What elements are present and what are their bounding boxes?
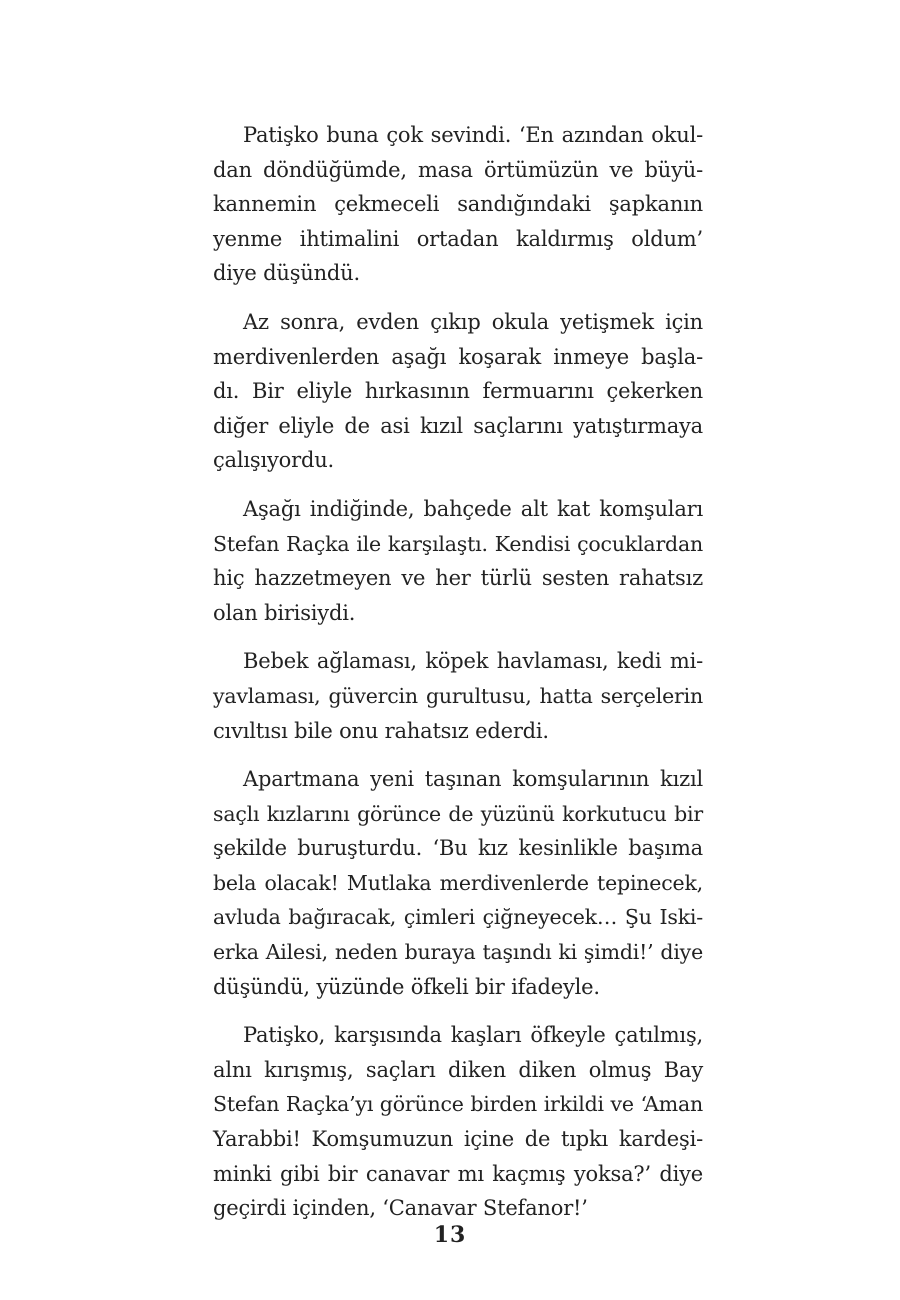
- paragraph-1: [213, 118, 703, 291]
- text-line: Aşağı indiğinde, bahçede alt kat komşuları: [243, 496, 703, 521]
- body-text: [213, 118, 703, 1240]
- text-line: minki gibi bir canavar mı kaçmış yoksa?’ diye: [213, 1161, 703, 1186]
- text-line: yavlaması, güvercin gurultusu, hatta serçelerin: [213, 683, 703, 708]
- text-line: düşündü, yüzünde öfkeli bir ifadeyle.: [213, 974, 600, 999]
- paragraph-3: [213, 492, 703, 630]
- text-line: Apartmana yeni taşınan komşularının kızıl: [243, 767, 703, 792]
- text-line: saçlı kızlarını görünce de yüzünü korkutucu bir: [213, 801, 703, 826]
- text-line: geçirdi içinden, ‘Canavar Stefanor!’: [213, 1196, 588, 1221]
- text-line: şekilde buruşturdu. ‘Bu kız kesinlikle başıma: [213, 836, 703, 861]
- text-line: cıvıltısı bile onu rahatsız ederdi.: [213, 718, 549, 743]
- text-line: yenme ihtimalini ortadan kaldırmış oldum’: [213, 226, 703, 251]
- text-line: Patişko buna çok sevindi. ‘En azından okul-: [243, 123, 703, 147]
- text-line: alnı kırışmış, saçları diken diken olmuş Bay: [213, 1057, 703, 1082]
- text-line: Stefan Raçka ile karşılaştı. Kendisi çocuklardan: [213, 531, 703, 556]
- text-line: kannemin çekmeceli sandığındaki şapkanın: [213, 192, 703, 217]
- text-line: hiç hazzetmeyen ve her türlü sesten rahatsız: [213, 566, 703, 591]
- text-line: çalışıyordu.: [213, 448, 334, 473]
- text-line: bela olacak! Mutlaka merdivenlerde tepinecek,: [213, 870, 703, 895]
- page-number: 13: [433, 1222, 467, 1248]
- text-line: diğer eliyle de asi kızıl saçlarını yatıştırmaya: [213, 413, 703, 438]
- text-line: dı. Bir eliyle hırkasının fermuarını çekerken: [213, 379, 703, 404]
- paragraph-5: [213, 762, 703, 1004]
- text-line: avluda bağıracak, çimleri çiğneyecek… Şu Iski-: [213, 905, 703, 930]
- paragraph-6: [213, 1018, 703, 1226]
- text-line: Stefan Raçka’yı görünce birden irkildi ve ‘Aman: [213, 1092, 703, 1117]
- text-line: Az sonra, evden çıkıp okula yetişmek için: [243, 309, 703, 334]
- text-line: dan döndüğümde, masa örtümüzün ve büyü-: [213, 157, 703, 182]
- text-line: Patişko, karşısında kaşları öfkeyle çatılmış,: [243, 1023, 703, 1048]
- text-line: erka Ailesi, neden buraya taşındı ki şimdi!’ diye: [213, 940, 703, 965]
- paragraph-4: [213, 644, 703, 748]
- text-line: Yarabbi! Komşumuzun içine de tıpkı kardeşi-: [213, 1127, 703, 1152]
- text-line: diye düşündü.: [213, 261, 360, 286]
- text-line: olan birisiydi.: [213, 600, 356, 625]
- text-line: merdivenlerden aşağı koşarak inmeye başla-: [213, 344, 703, 369]
- paragraph-2: [213, 305, 703, 478]
- text-line: Bebek ağlaması, köpek havlaması, kedi mi-: [243, 649, 703, 674]
